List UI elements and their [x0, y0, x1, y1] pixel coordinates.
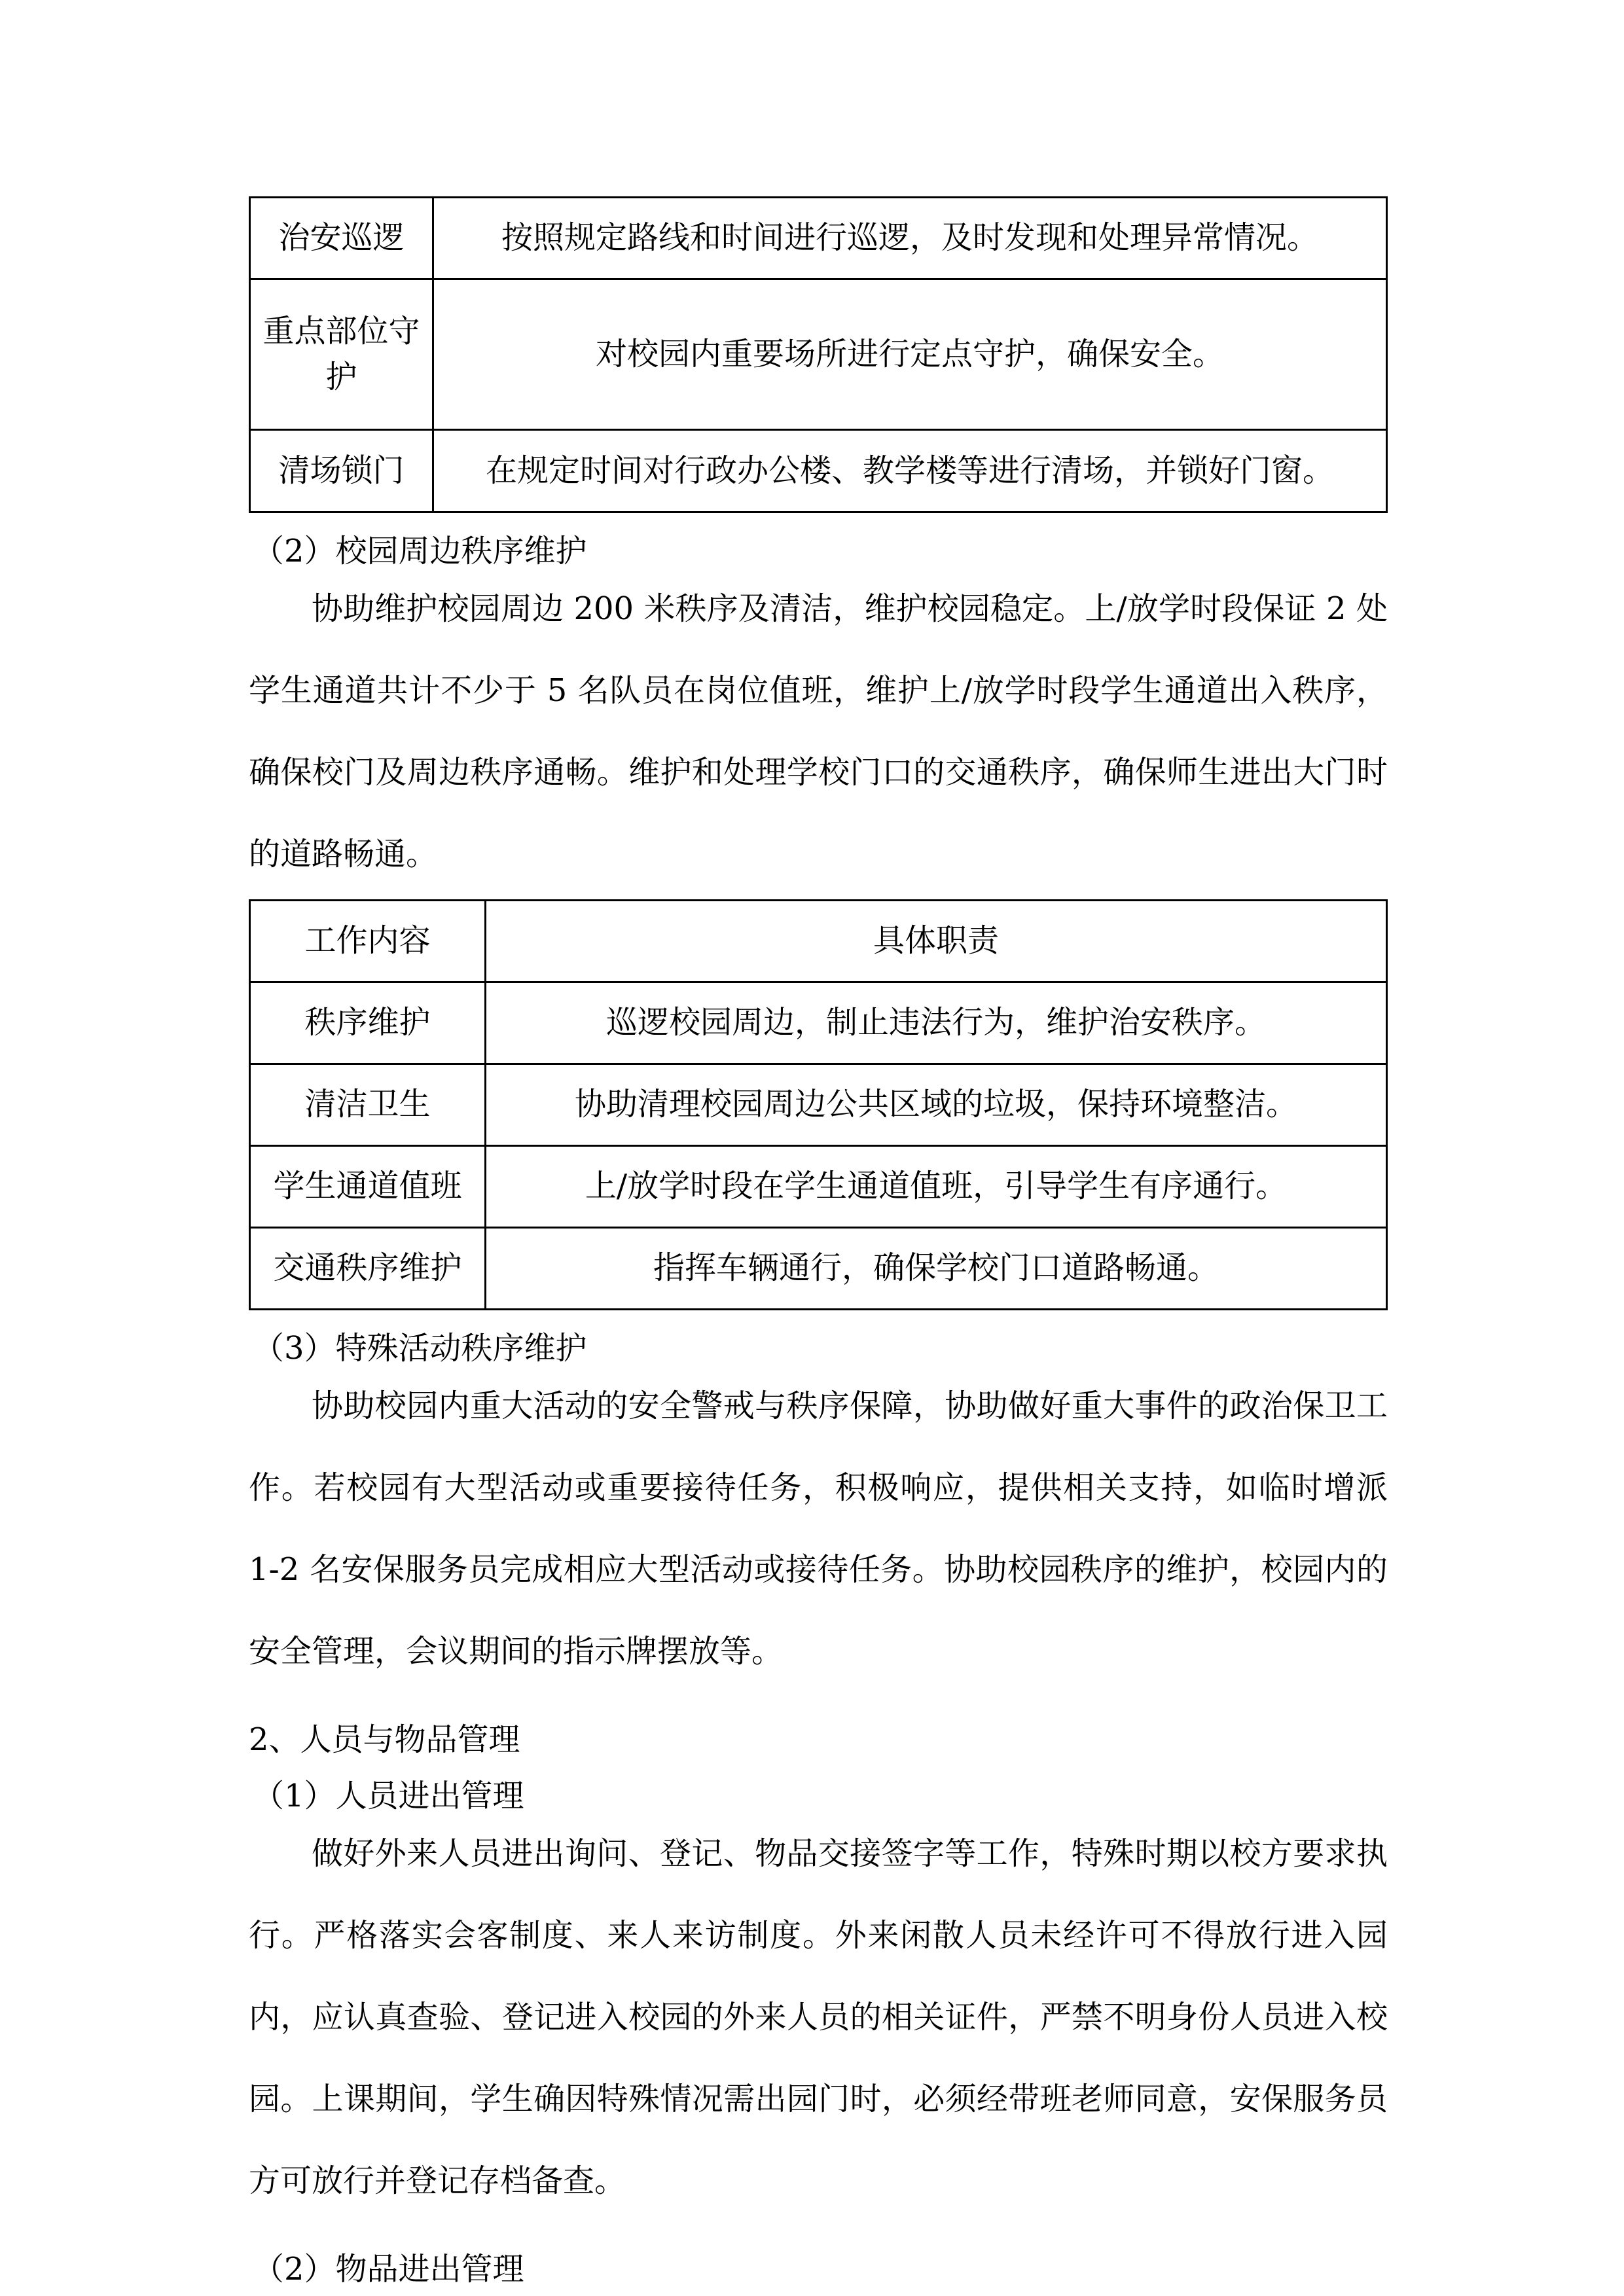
- section-heading-personnel-goods: 2、人员与物品管理: [249, 1721, 520, 1758]
- table-cell-item: 重点部位守护: [250, 279, 433, 430]
- table-cell-duty: 在规定时间对行政办公楼、教学楼等进行清场，并锁好门窗。: [433, 430, 1387, 512]
- table-row: [250, 430, 1387, 512]
- table-header-item: 工作内容: [250, 901, 486, 982]
- table-cell-item: 交通秩序维护: [250, 1228, 486, 1310]
- table-cell-duty: 上/放学时段在学生通道值班，引导学生有序通行。: [486, 1146, 1387, 1228]
- table-row: [250, 1228, 1387, 1310]
- table-header-row: [250, 901, 1387, 982]
- duty-table-campus-security: [249, 196, 1388, 513]
- table-cell-item: 清场锁门: [250, 430, 433, 512]
- paragraph-perimeter-order: 协助维护校园周边 200 米秩序及清洁，维护校园稳定。上/放学时段保证 2 处学生通道共计不少于 5 名队员在岗位值班，维护上/放学时段学生通道出入秩序，确保校门及周边秩序通畅。维护和处理学校门口的交通秩序，确保师生进出大门时的道路畅通。: [249, 590, 1388, 872]
- paragraph-personnel-access: 做好外来人员进出询问、登记、物品交接签字等工作，特殊时期以校方要求执行。严格落实会客制度、来人来访制度。外来闲散人员未经许可不得放行进入园内，应认真查验、登记进入校园的外来人员的相关证件，严禁不明身份人员进入校园。上课期间，学生确因特殊情况需出园门时，必须经带班老师同意，安保服务员方可放行并登记存档备查。: [249, 1835, 1388, 2199]
- table-row: [250, 1146, 1387, 1228]
- table-cell-item: 治安巡逻: [250, 198, 433, 279]
- section-heading-perimeter-order: （2）校园周边秩序维护: [253, 533, 587, 569]
- document-page: [249, 196, 1388, 2293]
- table-row: [250, 982, 1387, 1064]
- table-cell-duty: 巡逻校园周边，制止违法行为，维护治安秩序。: [486, 982, 1387, 1064]
- duty-table-perimeter: [249, 899, 1388, 1310]
- table-cell-duty: 协助清理校园周边公共区域的垃圾，保持环境整洁。: [486, 1064, 1387, 1146]
- table-cell-item: 学生通道值班: [250, 1146, 486, 1228]
- paragraph-special-events: 协助校园内重大活动的安全警戒与秩序保障，协助做好重大事件的政治保卫工作。若校园有大型活动或重要接待任务，积极响应，提供相关支持，如临时增派 1-2 名安保服务员完成相应大型活动或接待任务。协助校园秩序的维护，校园内的安全管理，会议期间的指示牌摆放等。: [249, 1388, 1388, 1670]
- table-cell-duty: 指挥车辆通行，确保学校门口道路畅通。: [486, 1228, 1387, 1310]
- table-header-duty: 具体职责: [486, 901, 1387, 982]
- table-row: [250, 198, 1387, 279]
- section-heading-personnel-access: （1）人员进出管理: [253, 1778, 524, 1814]
- table-row: [250, 279, 1387, 430]
- table-cell-item: 清洁卫生: [250, 1064, 486, 1146]
- table-row: [250, 1064, 1387, 1146]
- table-cell-item: 秩序维护: [250, 982, 486, 1064]
- table-cell-duty: 按照规定路线和时间进行巡逻，及时发现和处理异常情况。: [433, 198, 1387, 279]
- table-cell-duty: 对校园内重要场所进行定点守护，确保安全。: [433, 279, 1387, 430]
- section-heading-special-events: （3）特殊活动秩序维护: [253, 1330, 587, 1367]
- section-heading-goods-access: （2）物品进出管理: [253, 2251, 524, 2287]
